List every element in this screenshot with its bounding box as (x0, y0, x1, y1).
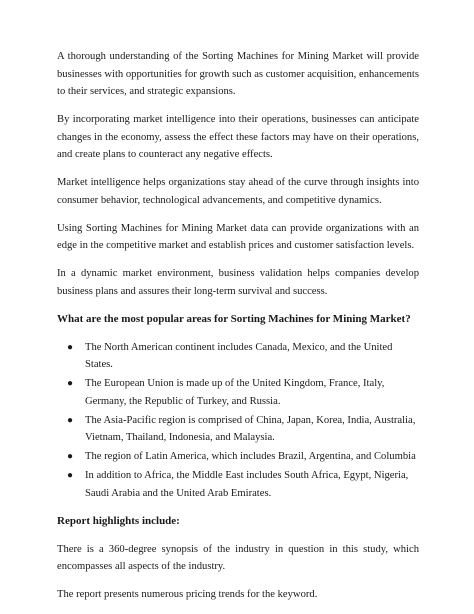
areas-heading: What are the most popular areas for Sorting Machines for Mining Market? (57, 312, 411, 325)
areas-list (57, 339, 419, 503)
paragraph-growth-opportunities: A thorough understanding of the Sorting Machines for Mining Market will provide businesses with opportunities for growth such as customer acquisition, enhancements to their services, and strategic expansions. (57, 51, 419, 97)
paragraph-business-validation: In a dynamic market environment, business validation helps companies develop business plans and assures their long-term survival and success. (57, 268, 419, 297)
list-item-text: The Asia-Pacific region is comprised of China, Japan, Korea, India, Australia, Vietnam, Thailand, Indonesia, and Malaysia. (85, 414, 416, 443)
list-item-asia-pacific (57, 412, 419, 447)
highlights-heading: Report highlights include: (57, 514, 180, 527)
bullet-icon: ● (67, 341, 74, 353)
bullet-icon: ● (67, 378, 74, 389)
list-item-text: The North American continent includes Canada, Mexico, and the United States. (85, 341, 393, 370)
paragraph-stay-ahead: Market intelligence helps organizations stay ahead of the curve through insights into consumer behavior, technological advancements, and competitive dynamics. (57, 177, 419, 206)
paragraph-market-intelligence-operations: By incorporating market intelligence into their operations, businesses can anticipate changes in the economy, assess the effect these factors may have on their operations, and create plans to counteract any negative effects. (57, 114, 419, 160)
list-item-europe (57, 375, 419, 410)
bullet-icon: ● (67, 414, 74, 426)
document-page (57, 48, 419, 614)
list-item-text: The European Union is made up of the United Kingdom, France, Italy, Germany, the Republic of Turkey, and Russia. (85, 378, 385, 407)
paragraph-pricing-trends: The report presents numerous pricing trends for the keyword. (57, 589, 318, 600)
bullet-icon: ● (67, 470, 74, 481)
paragraph-synopsis: There is a 360-degree synopsis of the industry in question in this study, which encompasses all aspects of the industry. (57, 543, 419, 572)
list-item-latin-america (57, 448, 419, 466)
list-item-text: The region of Latin America, which includes Brazil, Argentina, and Columbia (85, 451, 416, 462)
paragraph-competitive-edge: Using Sorting Machines for Mining Market data can provide organizations with an edge in the competitive market and establish prices and customer satisfaction levels. (57, 222, 419, 251)
list-item-north-america (57, 339, 419, 374)
list-item-text: In addition to Africa, the Middle East includes South Africa, Egypt, Nigeria, Saudi Arabia and the United Arab Emirates. (85, 470, 409, 499)
list-item-middle-east-africa (57, 467, 419, 502)
bullet-icon: ● (67, 451, 74, 462)
